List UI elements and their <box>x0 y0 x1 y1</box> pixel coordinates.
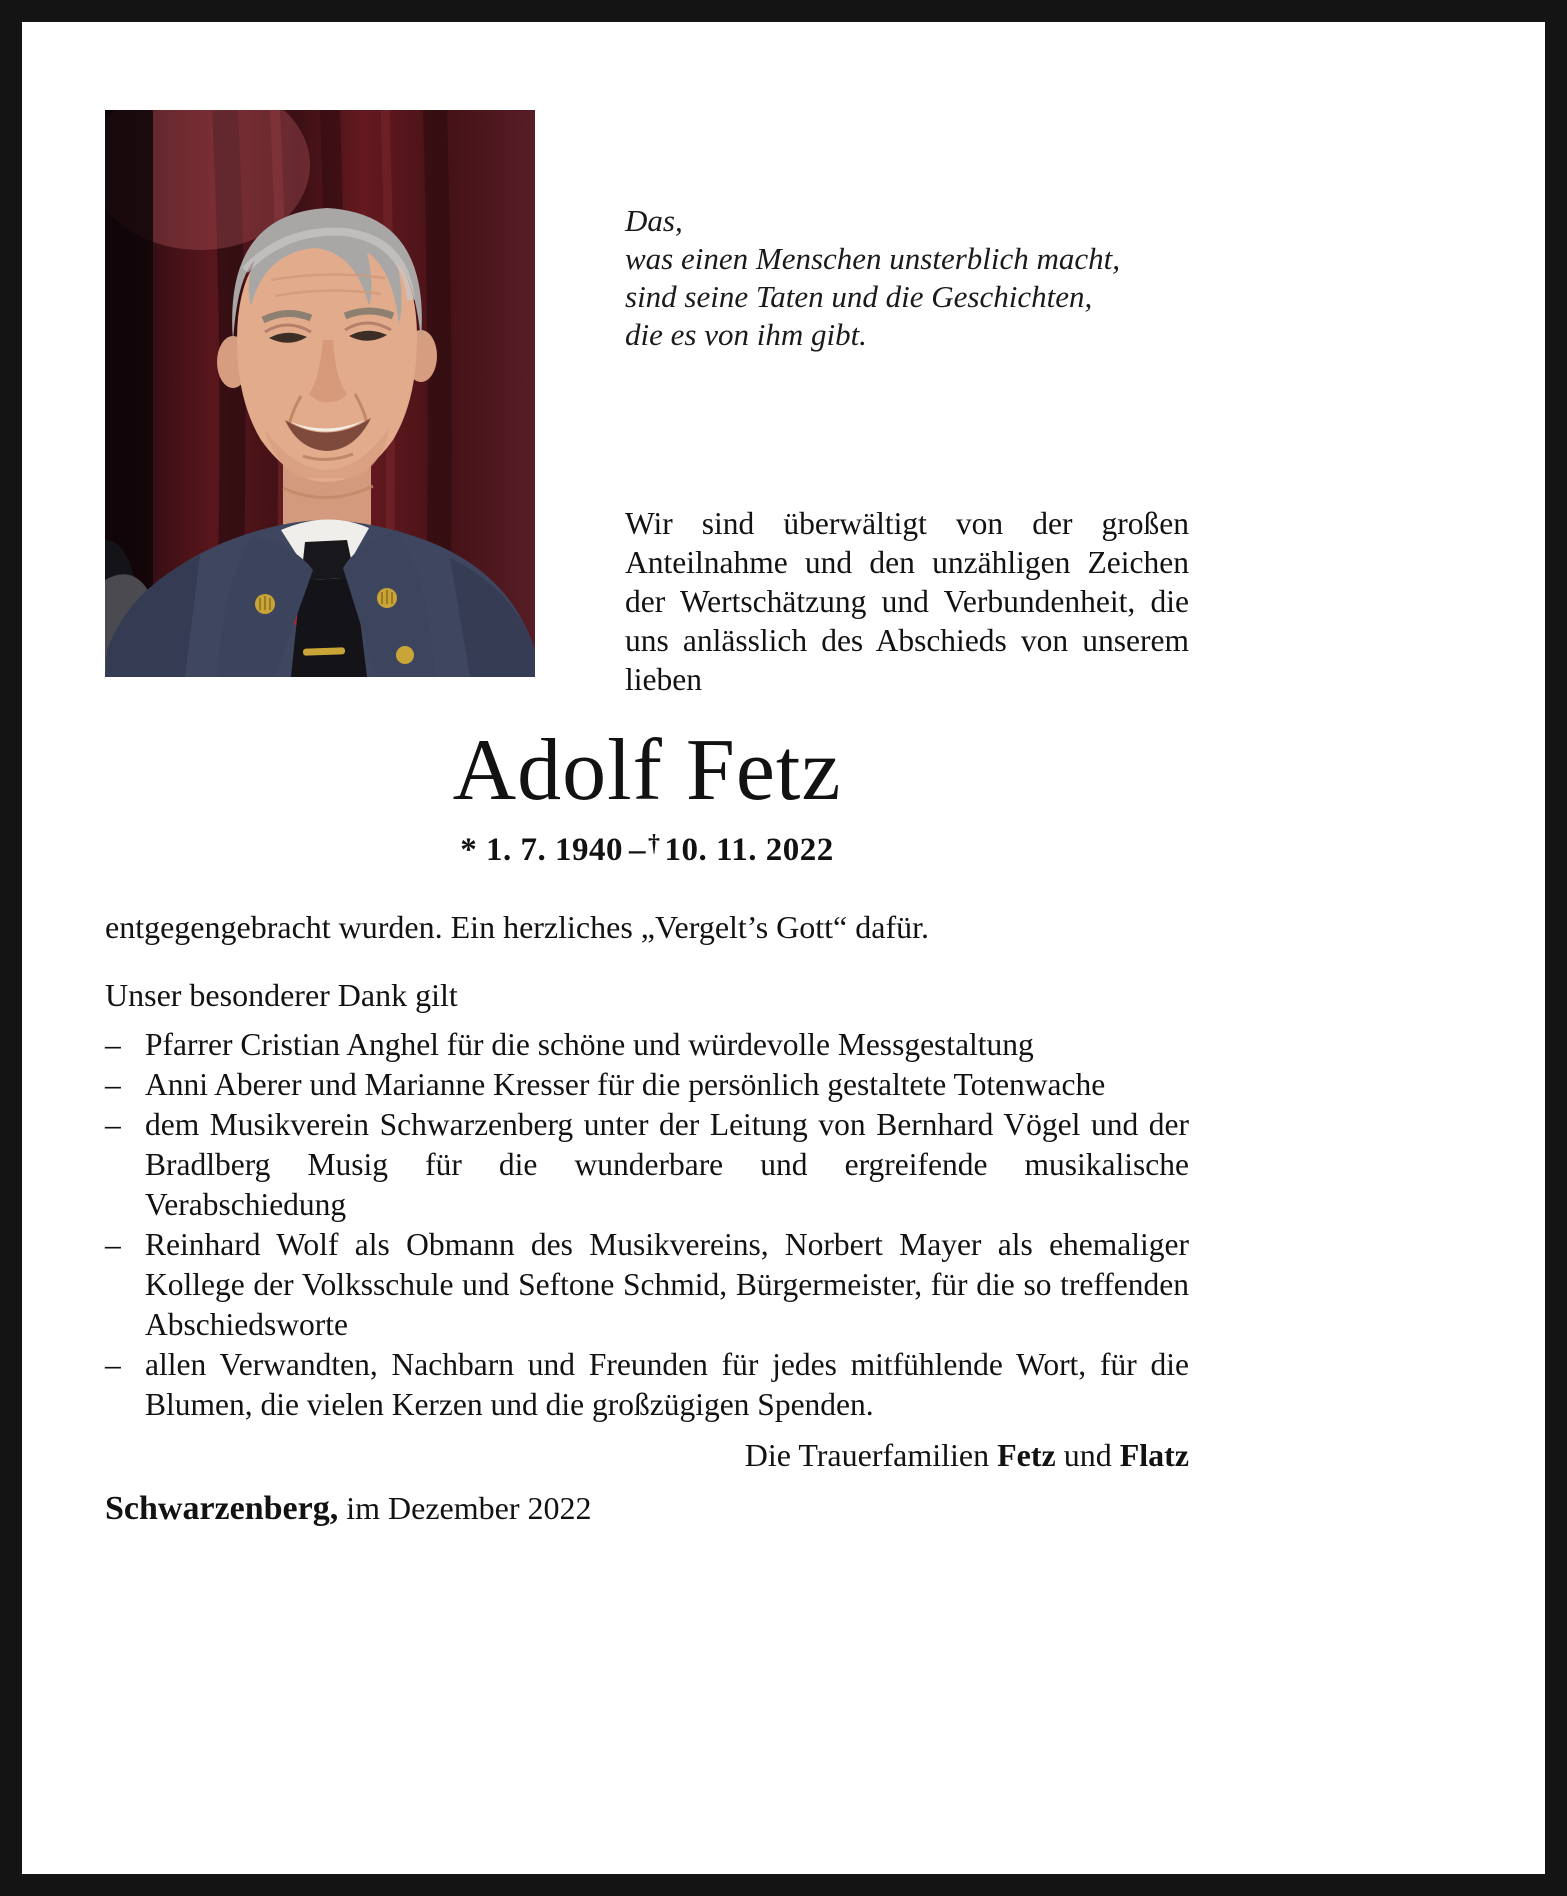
thanks-item <box>105 1105 1189 1225</box>
date-text: im Dezember 2022 <box>346 1490 592 1527</box>
thanks-item <box>105 1025 1189 1065</box>
list-dash-icon: – <box>105 1067 121 1103</box>
continuation-paragraph: entgegengebracht wurden. Ein herzliches „Vergelt’s Gott“ dafür. <box>105 909 929 946</box>
place-name: Schwarzenberg, <box>105 1490 339 1528</box>
quote-line: Das, <box>625 203 683 238</box>
thanks-item-text: dem Musikverein Schwarzenberg unter der Leitung von Bernhard Vögel und der Bradlberg Musig für die wunderbare und ergreifende musikalische Verabschiedung <box>145 1107 1189 1223</box>
thanks-heading: Unser besonderer Dank gilt <box>105 977 458 1014</box>
intro-paragraph: Wir sind überwältigt von der großen Anteilnahme und den unzähligen Zeichen der Wertschätzung und Verbundenheit, die uns anlässlich des Abschieds von unserem lieben <box>625 506 1189 697</box>
life-dates <box>105 831 1189 869</box>
thanks-list <box>105 1025 1189 1425</box>
list-dash-icon: – <box>105 1027 121 1063</box>
thanks-item-text: Reinhard Wolf als Obmann des Musikvereins, Norbert Mayer als ehemaliger Kollege der Volksschule und Seftone Schmid, Bürgermeister, für die so treffenden Abschiedsworte <box>145 1227 1189 1343</box>
family-name-flatz: Flatz <box>1119 1437 1189 1474</box>
date-separator: – <box>629 832 647 869</box>
portrait-photo-image <box>105 110 535 677</box>
thanks-item <box>105 1065 1189 1105</box>
deceased-name: Adolf Fetz <box>452 722 842 819</box>
memorial-quote <box>625 202 1189 354</box>
death-symbol-icon: † <box>648 831 661 858</box>
right-column <box>625 110 1189 699</box>
top-section <box>105 110 1189 699</box>
list-dash-icon: – <box>105 1347 121 1383</box>
birth-date: * 1. 7. 1940 <box>460 832 624 869</box>
mourning-families-line <box>105 1435 1189 1475</box>
death-date: 10. 11. 2022 <box>664 832 834 869</box>
thanks-item <box>105 1225 1189 1345</box>
list-dash-icon: – <box>105 1227 121 1263</box>
closing-prefix: Die Trauerfamilien <box>744 1437 990 1474</box>
thanks-item <box>105 1345 1189 1425</box>
quote-line: die es von ihm gibt. <box>625 317 867 352</box>
family-name-fetz: Fetz <box>997 1437 1056 1474</box>
quote-line: was einen Menschen unsterblich macht, <box>625 241 1121 276</box>
quote-line: sind seine Taten und die Geschichten, <box>625 279 1093 314</box>
thanks-item-text: Anni Aberer und Marianne Kresser für die persönlich gestaltete Totenwache <box>145 1067 1106 1103</box>
thanks-item-text: Pfarrer Cristian Anghel für die schöne und würdevolle Messgestaltung <box>145 1027 1034 1063</box>
portrait-photo <box>105 110 535 677</box>
place-date-line <box>105 1487 1189 1530</box>
closing-conjunction: und <box>1063 1437 1112 1474</box>
thanks-item-text: allen Verwandten, Nachbarn und Freunden für jedes mitfühlende Wort, für die Blumen, die vielen Kerzen und die großzügigen Spenden. <box>145 1347 1189 1423</box>
list-dash-icon: – <box>105 1107 121 1143</box>
